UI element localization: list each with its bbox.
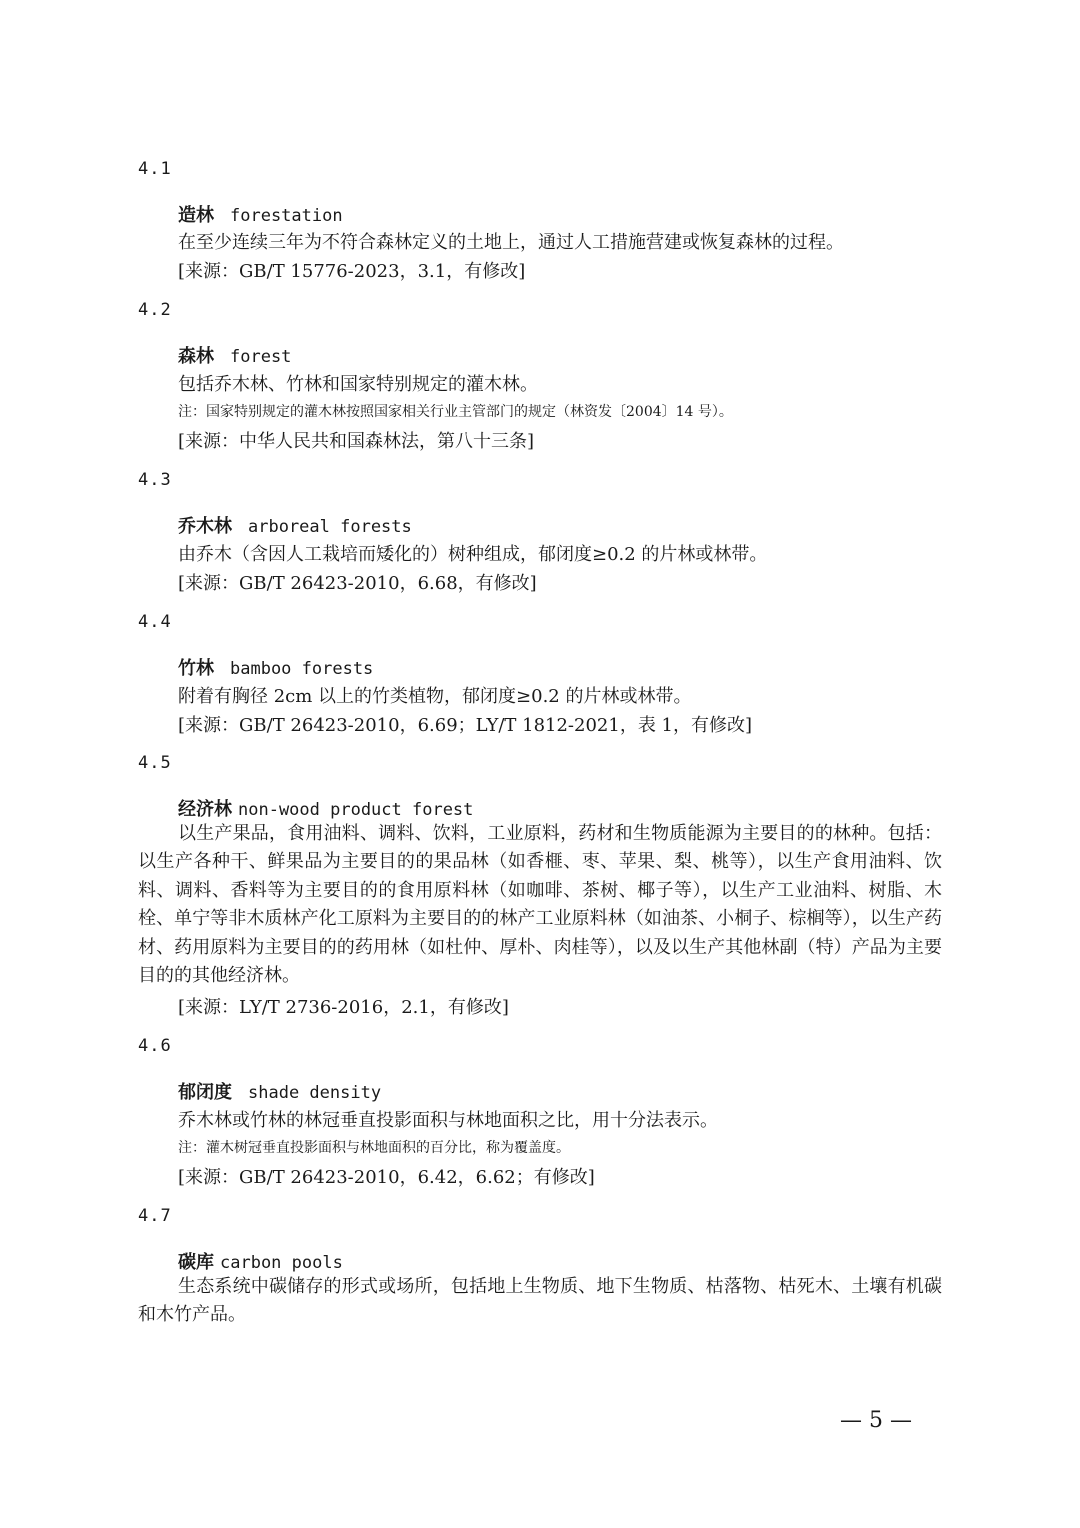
clause-number: 4.5 bbox=[138, 753, 172, 773]
clause-number: 4.3 bbox=[138, 470, 172, 490]
clause-number: 4.4 bbox=[138, 612, 172, 632]
term-heading bbox=[178, 201, 343, 227]
term-chinese: 碳库 bbox=[178, 1252, 214, 1273]
term-english: carbon pools bbox=[220, 1253, 343, 1273]
term-definition: 在至少连续三年为不符合森林定义的土地上，通过人工措施营建或恢复森林的过程。 bbox=[178, 232, 844, 253]
term-chinese: 造林 bbox=[178, 205, 214, 226]
term-english: shade density bbox=[248, 1083, 382, 1103]
term-definition: 包括乔木林、竹林和国家特别规定的灌木林。 bbox=[178, 374, 538, 395]
clause-number: 4.2 bbox=[138, 300, 172, 320]
term-definition: 由乔木（含因人工栽培而矮化的）树种组成，郁闭度≥0.2 的片林或林带。 bbox=[178, 544, 768, 565]
term-english: forest bbox=[230, 347, 292, 367]
term-chinese: 竹林 bbox=[178, 658, 214, 679]
term-heading bbox=[178, 654, 373, 680]
term-english: bamboo forests bbox=[230, 659, 374, 679]
term-english: arboreal forests bbox=[248, 517, 412, 537]
term-source: [来源：LY/T 2736-2016，2.1，有修改] bbox=[178, 997, 509, 1018]
term-source: [来源：GB/T 15776-2023，3.1，有修改] bbox=[178, 261, 526, 282]
term-note: 注：灌木树冠垂直投影面积与林地面积的百分比，称为覆盖度。 bbox=[178, 1140, 570, 1156]
term-source: [来源：GB/T 26423-2010，6.42，6.62；有修改] bbox=[178, 1167, 595, 1188]
term-chinese: 乔木林 bbox=[178, 516, 232, 537]
term-english: forestation bbox=[230, 206, 343, 226]
term-heading bbox=[178, 1248, 343, 1274]
term-definition: 生态系统中碳储存的形式或场所，包括地上生物质、地下生物质、枯落物、枯死木、土壤有机碳和木竹产品。 bbox=[138, 1276, 942, 1326]
term-heading bbox=[178, 1078, 381, 1104]
clause-number: 4.1 bbox=[138, 159, 172, 179]
term-note: 注：国家特别规定的灌木林按照国家相关行业主管部门的规定（林资发〔2004〕14 号）。 bbox=[178, 404, 733, 420]
term-chinese: 森林 bbox=[178, 346, 214, 367]
term-source: [来源：GB/T 26423-2010，6.68，有修改] bbox=[178, 573, 537, 594]
term-source: [来源：中华人民共和国森林法，第八十三条] bbox=[178, 431, 535, 452]
term-heading bbox=[178, 795, 473, 821]
page-number: — 5 — bbox=[840, 1408, 912, 1433]
term-heading bbox=[178, 512, 412, 538]
term-english: non-wood product forest bbox=[238, 800, 474, 820]
term-chinese: 郁闭度 bbox=[178, 1082, 232, 1103]
term-definition: 乔木林或竹林的林冠垂直投影面积与林地面积之比，用十分法表示。 bbox=[178, 1110, 718, 1131]
clause-number: 4.6 bbox=[138, 1036, 172, 1056]
term-definition: 附着有胸径 2cm 以上的竹类植物，郁闭度≥0.2 的片林或林带。 bbox=[178, 686, 692, 707]
term-heading bbox=[178, 342, 291, 368]
term-chinese: 经济林 bbox=[178, 799, 232, 820]
term-definition: 以生产果品，食用油料、调料、饮料，工业原料，药材和生物质能源为主要目的的林种。包括：以生产各种干、鲜果品为主要目的的果品林（如香榧、枣、苹果、梨、桃等），以生产食用油料、饮料、调料、香料等为主要目的的食用原料林（如咖啡、茶树、椰子等），以生产工业油料、树脂、木栓、单宁等非木质林产化工原料为主要目的的林产工业原料林（如油茶、小桐子、棕榈等），以生产药材、药用原料为主要目的的药用林（如杜仲、厚朴、肉桂等），以及以生产其他林副（特）产品为主要目的的其他经济林。 bbox=[138, 823, 942, 987]
term-source: [来源：GB/T 26423-2010，6.69；LY/T 1812-2021，表 1，有修改] bbox=[178, 715, 753, 736]
clause-number: 4.7 bbox=[138, 1206, 172, 1226]
